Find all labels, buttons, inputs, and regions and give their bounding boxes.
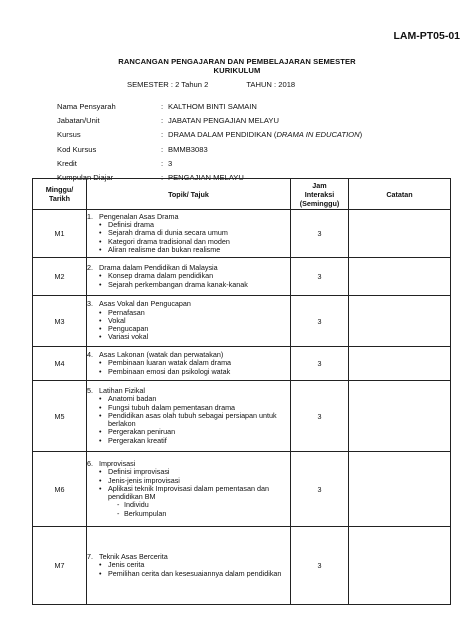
table-row (33, 452, 451, 527)
topic-cell (87, 381, 291, 452)
catatan-cell (349, 258, 451, 296)
topic-item: • Pengucapan (99, 325, 290, 333)
info-value: DRAMA DALAM PENDIDIKAN (DRAMA IN EDUCATION) (168, 130, 363, 140)
topic-item: • Jenis-jenis improvisasi (99, 477, 290, 485)
topic-item: • Pergerakan peniruan (99, 428, 290, 436)
topic-item: • Aliran realisme dan bukan realisme (99, 246, 290, 254)
info-label: Kredit (57, 158, 77, 168)
week-cell: M5 (33, 381, 87, 452)
table-row (33, 258, 451, 296)
catatan-cell (349, 296, 451, 347)
jam-cell: 3 (291, 210, 349, 258)
topic-item: • Aplikasi teknik Improvisasi dalam pementasan dan pendidikan BM - Individu - Berkumpulan (99, 485, 290, 518)
topic-cell (87, 296, 291, 347)
header-topik: Topik/ Tajuk (87, 179, 291, 210)
jam-cell: 3 (291, 452, 349, 527)
week-cell: M6 (33, 452, 87, 527)
info-label: Kumpulan Diajar (57, 172, 114, 182)
topic-name: Drama dalam Pendidikan di Malaysia (99, 263, 218, 273)
topic-list (87, 221, 290, 254)
jam-cell: 3 (291, 296, 349, 347)
table-row (33, 296, 451, 347)
info-label: Kod Kursus (57, 144, 97, 154)
info-separator: : (161, 130, 164, 140)
subtopic-item: - Individu (117, 501, 290, 509)
jam-cell: 3 (291, 381, 349, 452)
info-value: JABATAN PENGAJIAN MELAYU (168, 116, 279, 126)
catatan-cell (349, 527, 451, 605)
topic-item: • Pembinaan emosi dan psikologi watak (99, 368, 290, 376)
topic-item: • Pendidikan asas olah tubuh sebagai persiapan untuk berlakon (99, 412, 290, 429)
topic-number: 4. (87, 350, 93, 360)
topic-name: Asas Lakonan (watak dan perwatakan) (99, 350, 224, 360)
info-separator: : (161, 158, 164, 168)
info-separator: : (161, 144, 164, 154)
topic-number: 3. (87, 299, 93, 309)
topic-number: 2. (87, 263, 93, 273)
week-cell: M7 (33, 527, 87, 605)
topic-list (87, 359, 290, 376)
topic-item: • Fungsi tubuh dalam pementasan drama (99, 404, 290, 412)
table-row (33, 527, 451, 605)
semester-line (127, 80, 295, 89)
topic-item: • Definisi drama (99, 221, 290, 229)
document-title: RANCANGAN PENGAJARAN DAN PEMBELAJARAN SEMESTER (118, 57, 356, 66)
topic-number: 5. (87, 385, 93, 395)
topic-cell (87, 452, 291, 527)
topic-item: • Sejarah drama di dunia secara umum (99, 229, 290, 237)
info-value: 3 (168, 158, 173, 168)
info-label: Kursus (57, 130, 81, 140)
topic-name: Asas Vokal dan Pengucapan (99, 299, 191, 309)
info-value-italic: DRAMA IN EDUCATION (276, 130, 360, 140)
info-value: BMMB3083 (168, 144, 208, 154)
catatan-cell (349, 347, 451, 381)
topic-name: Pengenalan Asas Drama (99, 211, 179, 221)
topic-cell (87, 527, 291, 605)
topic-item: • Sejarah perkembangan drama kanak-kanak (99, 281, 290, 289)
topic-item: • Pemilihan cerita dan kesesuaiannya dalam pendidikan (99, 570, 290, 578)
header-minggu: Minggu/ Tarikh (33, 179, 87, 210)
topic-cell (87, 347, 291, 381)
tahun-field: TAHUN : 2018 (246, 80, 296, 89)
topic-name: Teknik Asas Bercerita (99, 552, 168, 562)
topic-item: • Pernafasan (99, 309, 290, 317)
schedule-table (32, 178, 451, 605)
header-jam: Jam Interaksi (Seminggu) (291, 179, 349, 210)
catatan-cell (349, 452, 451, 527)
header-catatan: Catatan (349, 179, 451, 210)
document-subtitle: KURIKULUM (213, 66, 261, 75)
topic-cell (87, 210, 291, 258)
topic-item: • Pergerakan kreatif (99, 437, 290, 445)
catatan-cell (349, 210, 451, 258)
info-separator: : (161, 172, 164, 182)
topic-item: • Pembinaan luaran watak dalam drama (99, 359, 290, 367)
table-header-row (33, 179, 451, 210)
subtopic-list (108, 501, 290, 518)
table-row (33, 210, 451, 258)
topic-list (87, 395, 290, 445)
topic-item: • Jenis cerita (99, 561, 290, 569)
document-code: LAM-PT05-01 (393, 30, 460, 42)
subtopic-item: - Berkumpulan (117, 510, 290, 518)
topic-number: 7. (87, 552, 93, 562)
info-separator: : (161, 102, 164, 111)
topic-item: • Konsep drama dalam pendidikan (99, 272, 290, 280)
jam-cell: 3 (291, 258, 349, 296)
info-label: Nama Pensyarah (57, 102, 116, 111)
topic-number: 1. (87, 211, 93, 221)
info-separator: : (161, 116, 164, 126)
topic-item: • Definisi improvisasi (99, 468, 290, 476)
semester-field: SEMESTER : 2 Tahun 2 (127, 80, 209, 89)
info-label: Jabatan/Unit (57, 116, 100, 126)
topic-list (87, 309, 290, 342)
topic-item: • Kategori drama tradisional dan moden (99, 238, 290, 246)
week-cell: M3 (33, 296, 87, 347)
topic-item: • Variasi vokal (99, 333, 290, 341)
topic-number: 6. (87, 458, 93, 468)
table-row (33, 347, 451, 381)
week-cell: M4 (33, 347, 87, 381)
catatan-cell (349, 381, 451, 452)
topic-list (87, 561, 290, 578)
week-cell: M1 (33, 210, 87, 258)
info-value: KALTHOM BINTI SAMAIN (168, 102, 257, 111)
jam-cell: 3 (291, 347, 349, 381)
topic-list (87, 468, 290, 518)
topic-name: Improvisasi (99, 458, 136, 468)
topic-cell (87, 258, 291, 296)
topic-name: Latihan Fizikal (99, 385, 145, 395)
topic-item: • Anatomi badan (99, 395, 290, 403)
topic-item: • Vokal (99, 317, 290, 325)
week-cell: M2 (33, 258, 87, 296)
table-row (33, 381, 451, 452)
topic-list (87, 272, 290, 289)
info-value: PENGAJIAN MELAYU (168, 172, 244, 182)
jam-cell: 3 (291, 527, 349, 605)
